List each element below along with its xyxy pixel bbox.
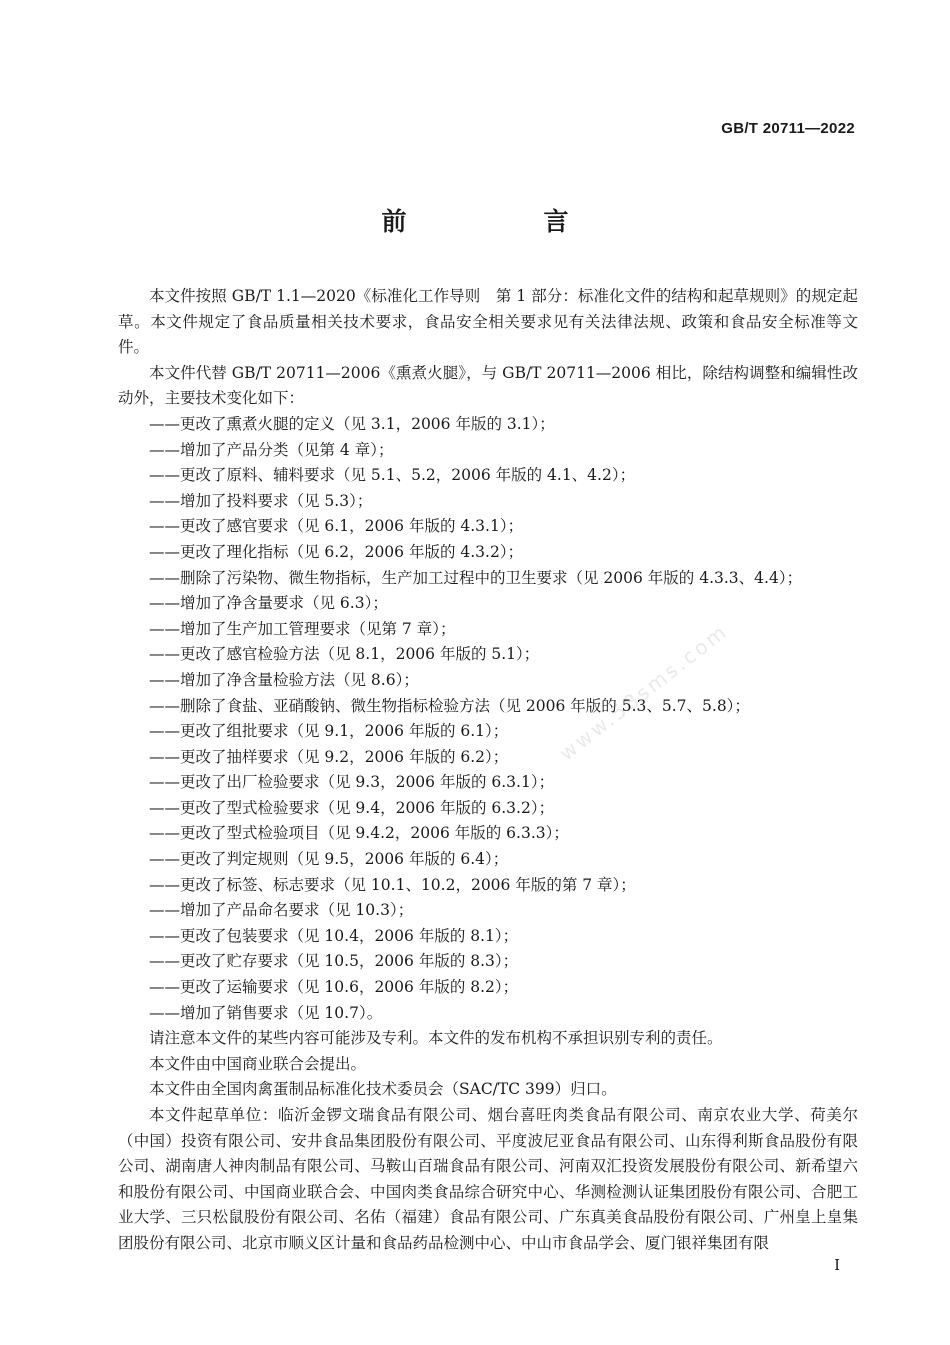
paragraph-replacement: 本文件代替 GB/T 20711—2006《熏煮火腿》，与 GB/T 20711—2006 相比，除结构调整和编辑性改动外，主要技术变化如下： [118, 363, 858, 408]
page-number: I [834, 1256, 840, 1274]
list-item: ——更改了运输要求（见 10.6，2006 年版的 8.2）； [149, 978, 519, 997]
page-title: 前 言 [381, 207, 625, 236]
technical-changes-list [118, 412, 858, 1026]
list-item: ——更改了熏煮火腿的定义（见 3.1，2006 年版的 3.1）； [149, 414, 555, 433]
paragraph-proposer: 本文件由中国商业联合会提出。 [149, 1054, 367, 1073]
list-item: ——更改了包装要求（见 10.4，2006 年版的 8.1）； [149, 926, 519, 945]
list-item: ——更改了标签、标志要求（见 10.1、10.2，2006 年版的第 7 章）； [149, 875, 636, 894]
list-item: ——更改了组批要求（见 9.1，2006 年版的 6.1）； [149, 722, 509, 741]
list-item: ——更改了判定规则（见 9.5，2006 年版的 6.4）； [149, 850, 509, 869]
paragraph-patent-notice: 请注意本文件的某些内容可能涉及专利。本文件的发布机构不承担识别专利的责任。 [149, 1029, 723, 1048]
paragraph-committee: 本文件由全国肉禽蛋制品标准化技术委员会（SAC/TC 399）归口。 [149, 1080, 617, 1099]
list-item: ——增加了销售要求（见 10.7）。 [149, 1003, 383, 1022]
list-item: ——更改了感官要求（见 6.1，2006 年版的 4.3.1）； [149, 517, 524, 536]
paragraph-drafting-rules: 本文件按照 GB/T 1.1—2020《标准化工作导则 第 1 部分：标准化文件的结构和起草规则》的规定起草。本文件规定了食品质量相关技术要求，食品安全相关要求见有关法律法规、政策和食品安全标准等文件。 [118, 287, 858, 357]
list-item: ——增加了产品分类（见第 4 章）； [149, 440, 394, 459]
list-item: ——更改了感官检验方法（见 8.1，2006 年版的 5.1）； [149, 645, 540, 664]
list-item: ——删除了食盐、亚硝酸钠、微生物指标检验方法（见 2006 年版的 5.3、5.7、5.8）； [149, 696, 750, 715]
list-item: ——增加了投料要求（见 5.3）； [149, 491, 373, 510]
list-item: ——更改了原料、辅料要求（见 5.1、5.2，2006 年版的 4.1、4.2）； [149, 466, 636, 485]
standard-code: GB/T 20711—2022 [721, 120, 855, 137]
list-item: ——更改了型式检验要求（见 9.4，2006 年版的 6.3.2）； [149, 798, 555, 817]
paragraph-drafting-units: 本文件起草单位：临沂金锣文瑞食品有限公司、烟台喜旺肉类食品有限公司、南京农业大学、荷美尔（中国）投资有限公司、安井食品集团股份有限公司、平度波尼亚食品有限公司、山东得利斯食品股份有限公司、湖南唐人神肉制品有限公司、马鞍山百瑞食品有限公司、河南双汇投资发展股份有限公司、新希望六和股份有限公司、中国商业联合会、中国肉类食品综合研究中心、华测检测认证集团股份有限公司、合肥工业大学、三只松鼠股份有限公司、名佑（福建）食品有限公司、广东真美食品股份有限公司、广州皇上皇集团股份有限公司、北京市顺义区计量和食品药品检测中心、中山市食品学会、厦门银祥集团有限 [118, 1106, 858, 1252]
list-item: ——增加了产品命名要求（见 10.3）； [149, 901, 414, 920]
list-item: ——更改了理化指标（见 6.2，2006 年版的 4.3.2）； [149, 542, 524, 561]
list-item: ——更改了抽样要求（见 9.2，2006 年版的 6.2）； [149, 747, 509, 766]
watermark: www.58sms.com [554, 618, 733, 766]
list-item: ——更改了型式检验项目（见 9.4.2，2006 年版的 6.3.3）； [149, 824, 569, 843]
list-item: ——增加了生产加工管理要求（见第 7 章）； [149, 619, 456, 638]
document-body [118, 284, 858, 1257]
list-item: ——删除了污染物、微生物指标，生产加工过程中的卫生要求（见 2006 年版的 4.3.3、4.4）； [149, 568, 803, 587]
list-item: ——更改了出厂检验要求（见 9.3，2006 年版的 6.3.1）； [149, 773, 555, 792]
list-item: ——增加了净含量检验方法（见 8.6）； [149, 670, 419, 689]
list-item: ——更改了贮存要求（见 10.5，2006 年版的 8.3）； [149, 952, 519, 971]
list-item: ——增加了净含量要求（见 6.3）； [149, 594, 388, 613]
